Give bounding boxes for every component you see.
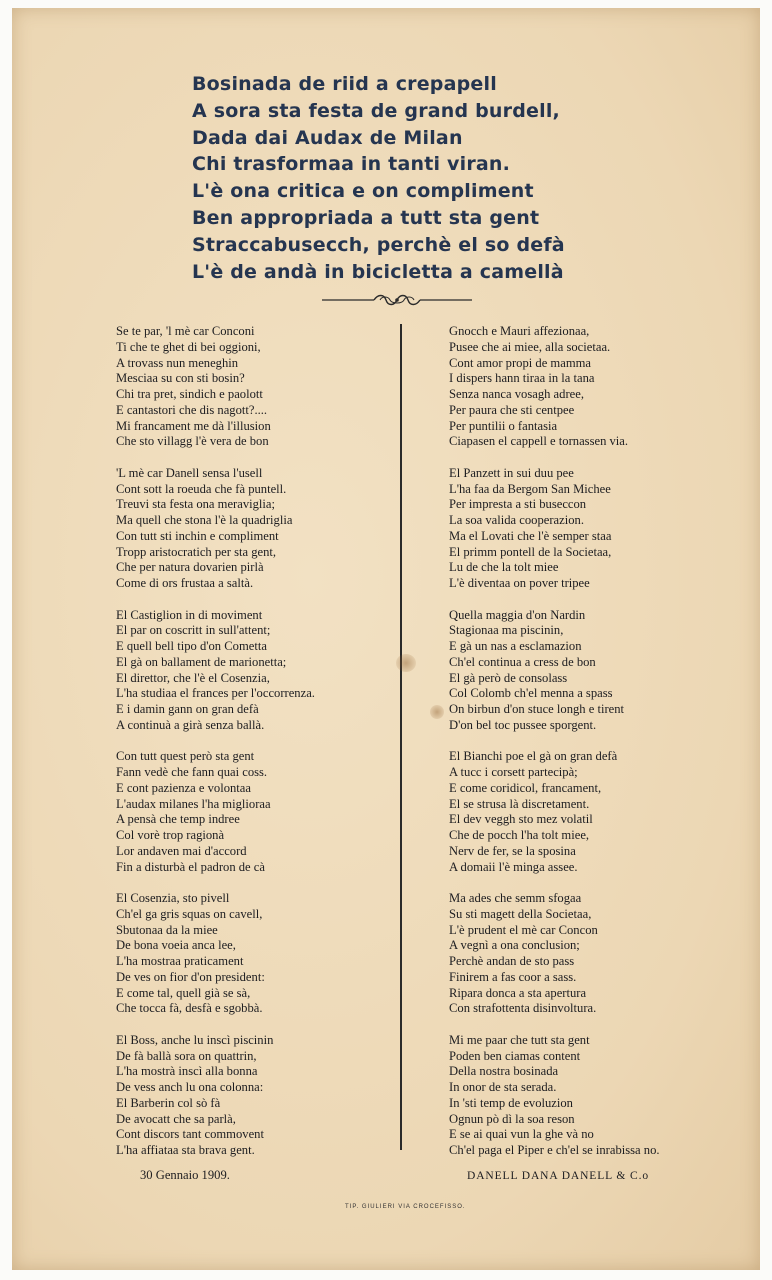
stanza bbox=[116, 466, 378, 592]
verse-line: Con tutt quest però sta gent bbox=[116, 749, 255, 764]
verse-line: Pusee che ai miee, alla societaa. bbox=[449, 339, 611, 354]
verse-line: Mi me paar che tutt sta gent bbox=[449, 1032, 590, 1047]
verse-line: Ma el Lovati che l'è semper staa bbox=[449, 528, 612, 543]
verse-line: A tucc i corsett partecipà; bbox=[449, 765, 578, 779]
verse-line: Col Colomb ch'el menna a spass bbox=[449, 686, 613, 701]
verse-line: E come coridicol, francament, bbox=[449, 780, 602, 795]
verse-line: L'ha affiataa sta brava gent. bbox=[116, 1143, 255, 1157]
verse-line: L'è prudent el mè car Concon bbox=[449, 922, 598, 937]
verse-line: Fann vedè che fann quai coss. bbox=[116, 765, 268, 779]
verse-line: El primm pontell de la Societaa, bbox=[449, 544, 612, 559]
verse-line: In 'sti temp de evoluzion bbox=[449, 1095, 573, 1110]
verse-line: L'ha faa da Bergom San Michee bbox=[449, 481, 611, 496]
verse-line: Stagionaa ma piscinin, bbox=[449, 623, 564, 638]
verse-line: El Castiglion in di moviment bbox=[116, 607, 263, 622]
verse-line: Su sti magett della Societaa, bbox=[449, 906, 592, 921]
verse-line: D'on bel toc pussee sporgent. bbox=[449, 717, 597, 732]
verse-line: Nerv de fer, se la sposina bbox=[449, 843, 576, 858]
stanza bbox=[449, 608, 719, 734]
stanza bbox=[449, 891, 719, 1017]
verse-line: 'L mè car Danell sensa l'usell bbox=[116, 465, 263, 480]
stanza bbox=[449, 1033, 719, 1159]
verse-line: Che per natura dovarien pirlà bbox=[116, 560, 264, 575]
stanza bbox=[116, 324, 378, 450]
verse-line: Sbutonaa da la miee bbox=[116, 922, 218, 937]
verse-line: Tropp aristocratich per sta gent, bbox=[116, 544, 277, 559]
verse-line: Ti che te ghet di bei oggioni, bbox=[116, 339, 261, 354]
verse-line: El gà però de consolass bbox=[449, 670, 568, 685]
verse-line: La soa valida cooperazion. bbox=[449, 513, 584, 527]
verse-line: Della nostra bosinada bbox=[449, 1064, 559, 1079]
verse-line: El Panzett in sui duu pee bbox=[449, 465, 574, 480]
verse-line: E i damin gann on gran defà bbox=[116, 702, 259, 716]
verse-line: On birbun d'on stuce longh e tirent bbox=[449, 702, 625, 716]
verse-line: Gnocch e Mauri affezionaa, bbox=[449, 324, 590, 338]
verse-line: De fà ballà sora on quattrin, bbox=[116, 1048, 257, 1063]
verse-line: Come di ors frustaa a saltà. bbox=[116, 576, 254, 590]
verse-line: L'è diventaa on pover tripee bbox=[449, 576, 590, 590]
verse-line: Che sto villagg l'è vera de bon bbox=[116, 434, 269, 449]
title-line: Dada dai Audax de Milan bbox=[192, 126, 463, 149]
verse-line: E cont pazienza e volontaa bbox=[116, 780, 251, 795]
verse-line: E se ai quai vun la ghe và no bbox=[449, 1127, 594, 1142]
title-line: Straccabusecch, perchè el so defà bbox=[192, 233, 565, 256]
verse-line: A trovass nun meneghin bbox=[116, 355, 239, 370]
verse-line: Fin a disturbà el padron de cà bbox=[116, 859, 265, 874]
verse-line: Ripara donca a sta apertura bbox=[449, 985, 587, 1000]
verse-line: El gà on ballament de marionetta; bbox=[116, 654, 287, 669]
verse-line: A domaii l'è minga assee. bbox=[449, 859, 578, 874]
verse-line: Mesciaa su con sti bosin? bbox=[116, 371, 245, 386]
verse-line: Lor andaven mai d'accord bbox=[116, 843, 247, 858]
verse-line: De ves on fior d'on president: bbox=[116, 969, 265, 984]
title-line: L'è de andà in bicicletta a camellà bbox=[192, 260, 564, 283]
verse-line: I dispers hann tiraa in la tana bbox=[449, 371, 595, 386]
title-line: Bosinada de riid a crepapell bbox=[192, 73, 497, 95]
verse-line: El Boss, anche lu inscì piscinin bbox=[116, 1032, 274, 1047]
verse-line: Ch'el paga el Piper e ch'el se inrabissa no. bbox=[449, 1143, 660, 1157]
verse-line: Senza nanca vosagh adree, bbox=[449, 387, 584, 401]
verse-line: Con strafottenta disinvoltura. bbox=[449, 1001, 597, 1016]
verse-line: El direttor, che l'è el Cosenzia, bbox=[116, 670, 270, 685]
poem-right-column bbox=[449, 324, 719, 1175]
verse-line: Ciapasen el cappell e tornassen via. bbox=[449, 434, 629, 449]
verse-line: El Cosenzia, sto pivell bbox=[116, 891, 230, 905]
title-line: A sora sta festa de grand burdell, bbox=[192, 99, 560, 122]
stanza bbox=[449, 749, 719, 875]
verse-line: L'ha mostraa praticament bbox=[116, 954, 244, 968]
printer-imprint: TIP. GIULIERI VIA CROCEFISSO. bbox=[345, 1204, 466, 1210]
verse-line: Ognun pò dì la soa reson bbox=[449, 1111, 575, 1126]
verse-line: In onor de sta serada. bbox=[449, 1080, 557, 1094]
verse-line: Chi tra pret, sindich e paolott bbox=[116, 387, 263, 401]
verse-line: Che de pocch l'ha tolt miee, bbox=[449, 828, 590, 842]
verse-line: Ch'el ga gris squas on cavell, bbox=[116, 906, 263, 921]
title-line: Chi trasformaa in tanti viran. bbox=[192, 153, 511, 176]
verse-line: El Bianchi poe el gà on gran defà bbox=[449, 749, 618, 764]
verse-line: Ma ades che semm sfogaa bbox=[449, 891, 582, 905]
column-divider bbox=[400, 324, 402, 1150]
verse-line: El Barberin col sò fà bbox=[116, 1095, 221, 1110]
verse-line: Con tutt sti inchin e compliment bbox=[116, 528, 279, 543]
verse-line: L'ha studiaa el frances per l'occorrenza. bbox=[116, 686, 315, 701]
poem-left-column bbox=[116, 324, 378, 1175]
paper-stain bbox=[396, 654, 416, 672]
verse-line: A pensà che temp indree bbox=[116, 812, 240, 827]
verse-line: Per puntilii o fantasia bbox=[449, 418, 558, 433]
title-line: Ben appropriada a tutt sta gent bbox=[192, 206, 540, 229]
paper-stain bbox=[430, 705, 444, 719]
verse-line: De bona voeia anca lee, bbox=[116, 938, 236, 953]
title-line: L'è ona critica e on compliment bbox=[192, 180, 534, 203]
verse-line: Treuvi sta festa ona meraviglia; bbox=[116, 497, 276, 512]
stanza bbox=[449, 324, 719, 450]
verse-line: Quella maggia d'on Nardin bbox=[449, 607, 586, 622]
date-line: 30 Gennaio 1909. bbox=[140, 1168, 230, 1182]
verse-line: Cont discors tant commovent bbox=[116, 1127, 264, 1142]
verse-line: Col vorè trop ragionà bbox=[116, 828, 225, 842]
stanza bbox=[116, 749, 378, 875]
decorative-scroll-ornament-icon bbox=[322, 292, 472, 308]
poem-title-block bbox=[192, 71, 612, 285]
verse-line: Mi francament me dà l'illusion bbox=[116, 418, 271, 433]
verse-line: Finirem a fas coor a sass. bbox=[449, 969, 577, 984]
signature: DANELL DANA DANELL & C.o bbox=[467, 1170, 650, 1182]
verse-line: El dev veggh sto mez volatil bbox=[449, 812, 593, 827]
verse-line: El par on coscritt in sull'attent; bbox=[116, 623, 271, 638]
verse-line: E come tal, quell già se sà, bbox=[116, 985, 251, 1000]
verse-line: E quell bell tipo d'on Cometta bbox=[116, 639, 267, 653]
verse-line: El se strusa là discretament. bbox=[449, 796, 590, 811]
verse-line: A continuà a girà senza ballà. bbox=[116, 717, 265, 732]
verse-line: L'ha mostrà inscì alla bonna bbox=[116, 1064, 258, 1079]
verse-line: Se te par, 'l mè car Conconi bbox=[116, 324, 255, 338]
stanza bbox=[116, 891, 378, 1017]
printed-sheet bbox=[12, 8, 760, 1270]
verse-line: Perchè andan de sto pass bbox=[449, 954, 575, 968]
verse-line: L'audax milanes l'ha miglioraa bbox=[116, 796, 271, 811]
verse-line: Poden ben ciamas content bbox=[449, 1048, 581, 1063]
verse-line: E gà un nas a esclamazion bbox=[449, 639, 582, 653]
stanza bbox=[449, 466, 719, 592]
verse-line: Per impresta a sti buseccon bbox=[449, 497, 587, 512]
stanza bbox=[116, 1033, 378, 1159]
verse-line: Ch'el continua a cress de bon bbox=[449, 654, 596, 669]
verse-line: Lu de che la tolt miee bbox=[449, 560, 559, 575]
verse-line: Cont amor propi de mamma bbox=[449, 355, 591, 370]
verse-line: Cont sott la roeuda che fà puntell. bbox=[116, 481, 287, 496]
verse-line: E cantastori che dis nagott?.... bbox=[116, 402, 268, 417]
verse-line: Che tocca fà, desfà e sgobbà. bbox=[116, 1001, 263, 1016]
stanza bbox=[116, 608, 378, 734]
verse-line: A vegnì a ona conclusion; bbox=[449, 938, 580, 953]
verse-line: Per paura che sti centpee bbox=[449, 402, 575, 417]
verse-line: Ma quell che stona l'è la quadriglia bbox=[116, 513, 293, 527]
verse-line: De avocatt che sa parlà, bbox=[116, 1111, 236, 1126]
verse-line: De vess anch lu ona colonna: bbox=[116, 1080, 264, 1094]
